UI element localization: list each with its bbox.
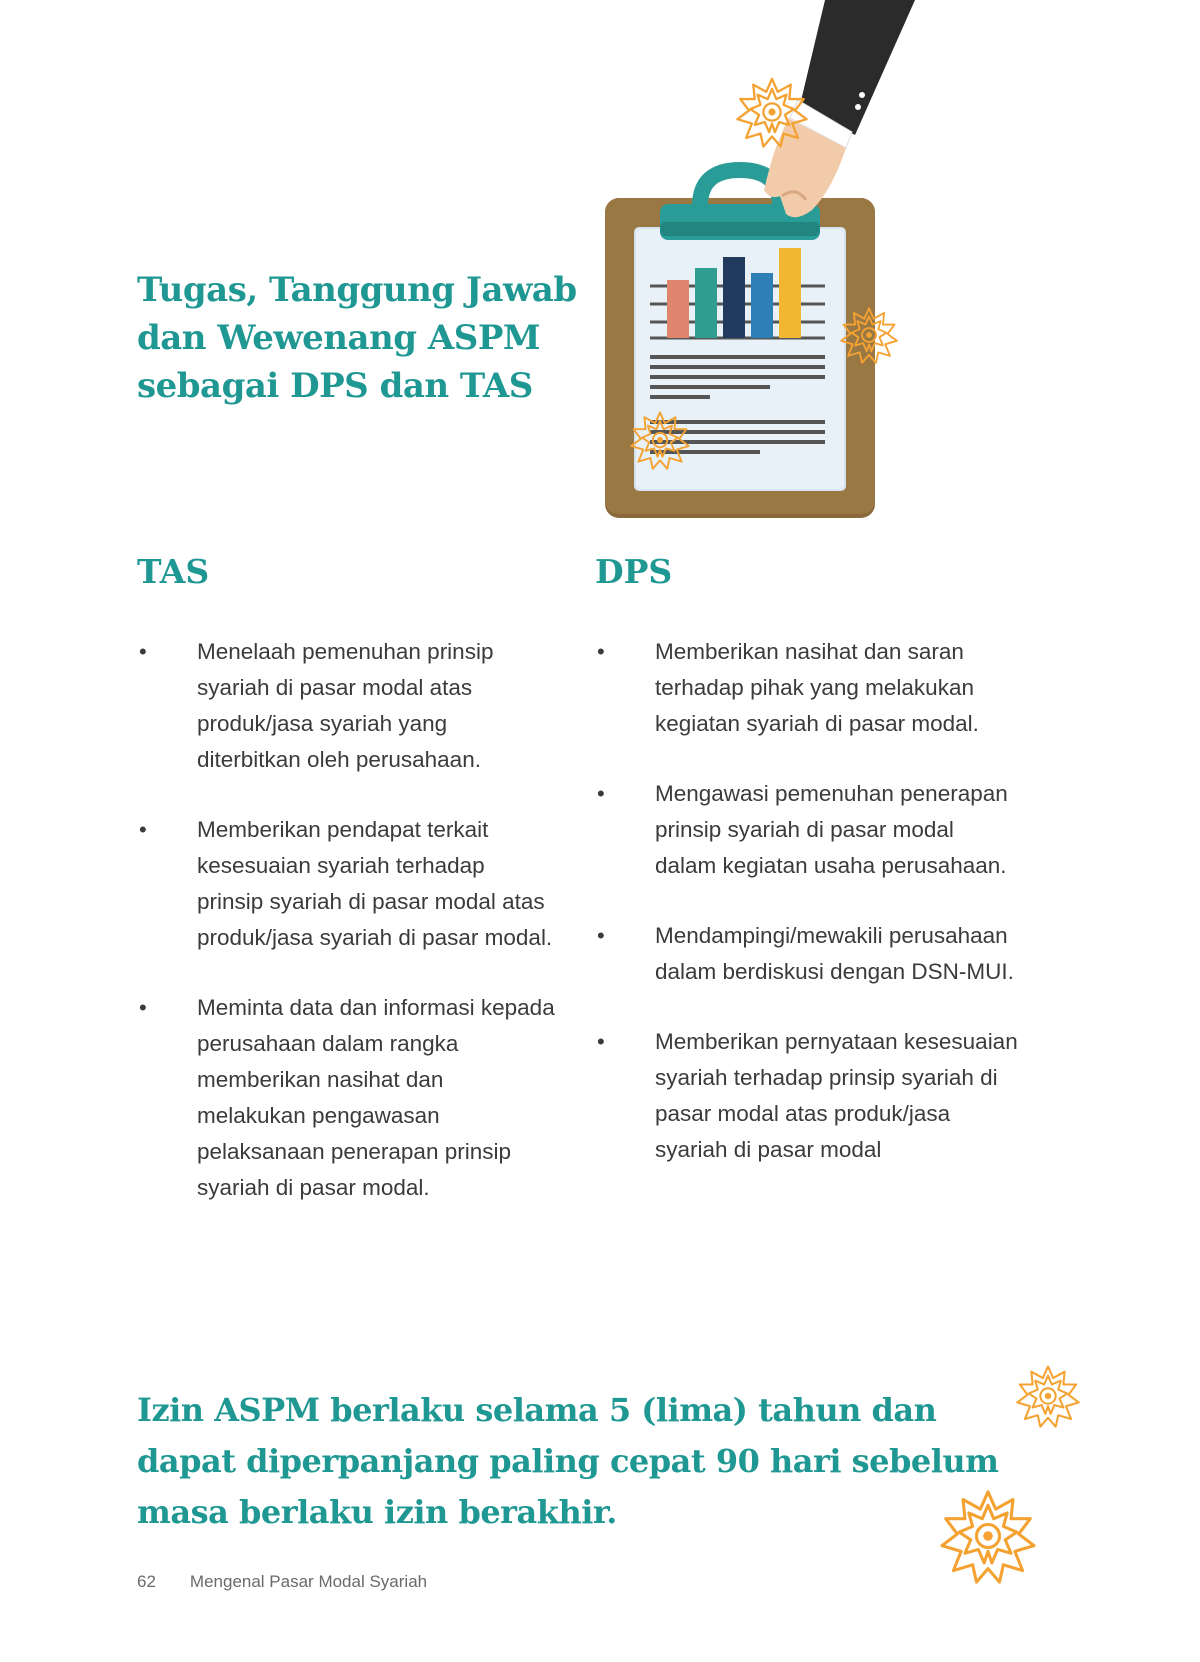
bullet: • (597, 781, 605, 806)
bullet: • (597, 639, 605, 664)
tas-column (137, 552, 557, 1240)
flower-ornament-icon (630, 410, 690, 470)
list-item (137, 634, 557, 778)
list-item (595, 1024, 1025, 1168)
flower-ornament-icon (840, 306, 898, 364)
list-item (137, 990, 557, 1206)
list-item-text: Memberikan pendapat terkait kesesuaian syariah terhadap prinsip syariah di pasar modal atas produk/jasa syariah di pasar modal. (197, 817, 553, 950)
bullet: • (139, 817, 147, 842)
list-item-text: Mengawasi pemenuhan penerapan prinsip syariah di pasar modal dalam kegiatan usaha perusahaan. (655, 781, 1008, 878)
dps-column (595, 552, 1025, 1202)
tas-heading: TAS (137, 552, 210, 591)
list-item-text: Meminta data dan informasi kepada perusahaan dalam rangka memberikan nasihat dan melakukan pengawasan pelaksanaan penerapan prinsip syariah di pasar modal. (197, 995, 555, 1200)
list-item-text: Memberikan pernyataan kesesuaian syariah terhadap prinsip syariah di pasar modal atas produk/jasa syariah di pasar modal (655, 1029, 1018, 1162)
license-note: Izin ASPM berlaku selama 5 (lima) tahun dan dapat diperpanjang paling cepat 90 hari sebelum masa berlaku izin berakhir. (137, 1391, 999, 1531)
list-item-text: Menelaah pemenuhan prinsip syariah di pasar modal atas produk/jasa syariah yang diterbitkan oleh perusahaan. (197, 639, 494, 772)
page-number: 62 (137, 1572, 156, 1591)
bullet: • (139, 995, 147, 1020)
list-item (595, 634, 1025, 742)
bullet: • (597, 1029, 605, 1054)
dps-heading: DPS (595, 552, 673, 591)
bullet: • (597, 923, 605, 948)
list-item-text: Memberikan nasihat dan saran terhadap pihak yang melakukan kegiatan syariah di pasar modal. (655, 639, 979, 736)
book-title: Mengenal Pasar Modal Syariah (189, 1572, 428, 1591)
bullet: • (139, 639, 147, 664)
list-item-text: Mendampingi/mewakili perusahaan dalam berdiskusi dengan DSN-MUI. (655, 923, 1014, 984)
list-item (137, 812, 557, 956)
list-item (595, 918, 1025, 990)
page-title: Tugas, Tanggung Jawab dan Wewenang ASPM sebagai DPS dan TAS (137, 270, 577, 406)
list-item (595, 776, 1025, 884)
flower-ornament-icon (736, 76, 808, 148)
page-footer (137, 1572, 427, 1592)
